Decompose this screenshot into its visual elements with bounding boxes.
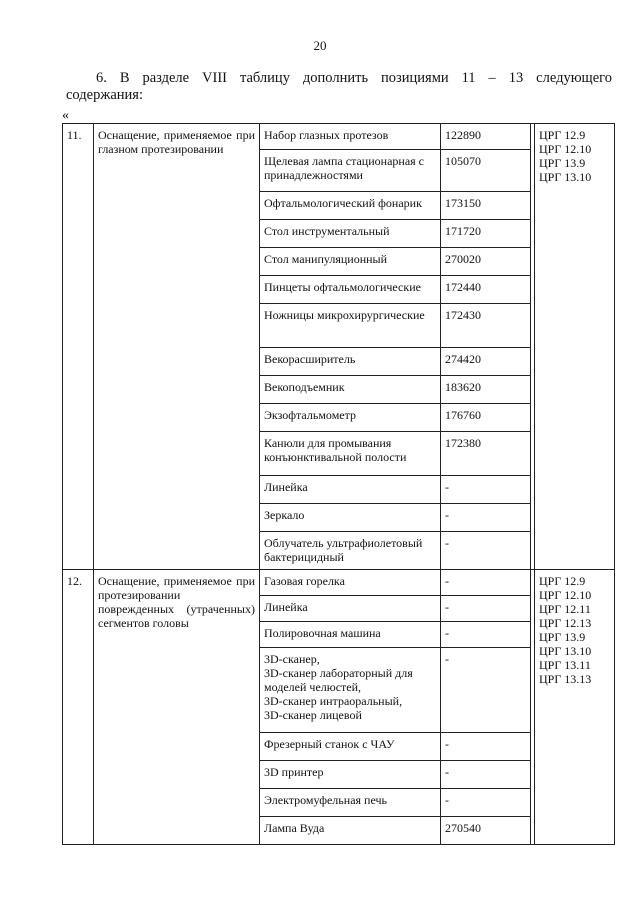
equipment-item: Векорасширитель <box>260 348 441 376</box>
equipment-item: Ножницы микрохирургические <box>260 304 441 348</box>
equipment-item: Векоподъемник <box>260 376 441 404</box>
intro-line-2: содержания: <box>66 87 144 103</box>
intro-paragraph <box>66 70 612 104</box>
equipment-code: 105070 <box>441 150 531 192</box>
crg-code: ЦРГ 13.11 <box>539 658 591 672</box>
equipment-code: 172430 <box>441 304 531 348</box>
equipment-code: 172380 <box>441 432 531 476</box>
section-name: Оснащение, применяемое при протезировании поврежденных (утраченных) сегментов головы <box>94 570 260 845</box>
equipment-code: 270020 <box>441 248 531 276</box>
table-row <box>63 124 615 150</box>
equipment-code: - <box>441 570 531 596</box>
equipment-item: Лампа Вуда <box>260 817 441 845</box>
equipment-item: Полировочная машина <box>260 622 441 648</box>
equipment-item: Щелевая лампа стационарная с принадлежностями <box>260 150 441 192</box>
equipment-item: Офтальмологический фонарик <box>260 192 441 220</box>
equipment-code: 183620 <box>441 376 531 404</box>
intro-line-1: 6. В разделе VIII таблицу дополнить позициями 11 – 13 следующего <box>96 70 612 86</box>
equipment-item: Облучатель ультрафиолетовый бактерицидный <box>260 532 441 570</box>
equipment-code: 122890 <box>441 124 531 150</box>
equipment-item: Линейка <box>260 596 441 622</box>
equipment-item: Стол манипуляционный <box>260 248 441 276</box>
equipment-item: Набор глазных протезов <box>260 124 441 150</box>
equipment-code: - <box>441 733 531 761</box>
crg-code: ЦРГ 13.13 <box>539 672 592 686</box>
equipment-code: 270540 <box>441 817 531 845</box>
equipment-code: 172440 <box>441 276 531 304</box>
section-name: Оснащение, применяемое при глазном протезировании <box>94 124 260 570</box>
equipment-item: Фрезерный станок с ЧАУ <box>260 733 441 761</box>
equipment-table <box>62 123 615 845</box>
equipment-code: 171720 <box>441 220 531 248</box>
equipment-code: 173150 <box>441 192 531 220</box>
equipment-code: - <box>441 648 531 733</box>
page-number: 20 <box>313 38 327 53</box>
equipment-item: Стол инструментальный <box>260 220 441 248</box>
equipment-item: Канюли для промывания конъюнктивальной полости <box>260 432 441 476</box>
equipment-code: 274420 <box>441 348 531 376</box>
equipment-code: - <box>441 504 531 532</box>
section-number: 11. <box>63 124 94 570</box>
crg-codes <box>535 570 615 845</box>
section-number: 12. <box>63 570 94 845</box>
equipment-item: Линейка <box>260 476 441 504</box>
equipment-item: Экзофтальмометр <box>260 404 441 432</box>
crg-code: ЦРГ 13.9 <box>539 156 586 170</box>
crg-code: ЦРГ 13.10 <box>539 644 592 658</box>
equipment-code: - <box>441 761 531 789</box>
equipment-code: - <box>441 596 531 622</box>
equipment-table-body <box>63 124 615 845</box>
crg-code: ЦРГ 13.9 <box>539 630 586 644</box>
equipment-code: - <box>441 532 531 570</box>
table-row <box>63 570 615 596</box>
equipment-item: Электромуфельная печь <box>260 789 441 817</box>
crg-code: ЦРГ 13.10 <box>539 170 592 184</box>
equipment-code: - <box>441 789 531 817</box>
equipment-code: - <box>441 476 531 504</box>
equipment-code: 176760 <box>441 404 531 432</box>
equipment-item: Пинцеты офтальмологические <box>260 276 441 304</box>
equipment-item: Зеркало <box>260 504 441 532</box>
crg-codes <box>535 124 615 570</box>
equipment-item: Газовая горелка <box>260 570 441 596</box>
crg-code: ЦРГ 12.9 <box>539 574 586 588</box>
crg-code: ЦРГ 12.9 <box>539 128 586 142</box>
equipment-item: 3D-сканер, 3D-сканер лабораторный для моделей челюстей, 3D-сканер интраоральный, 3D-сканер лицевой <box>260 648 441 733</box>
crg-code: ЦРГ 12.10 <box>539 142 592 156</box>
opening-quote: « <box>62 108 69 123</box>
crg-code: ЦРГ 12.10 <box>539 588 592 602</box>
equipment-code: - <box>441 622 531 648</box>
equipment-item: 3D принтер <box>260 761 441 789</box>
crg-code: ЦРГ 12.13 <box>539 616 592 630</box>
crg-code: ЦРГ 12.11 <box>539 602 591 616</box>
